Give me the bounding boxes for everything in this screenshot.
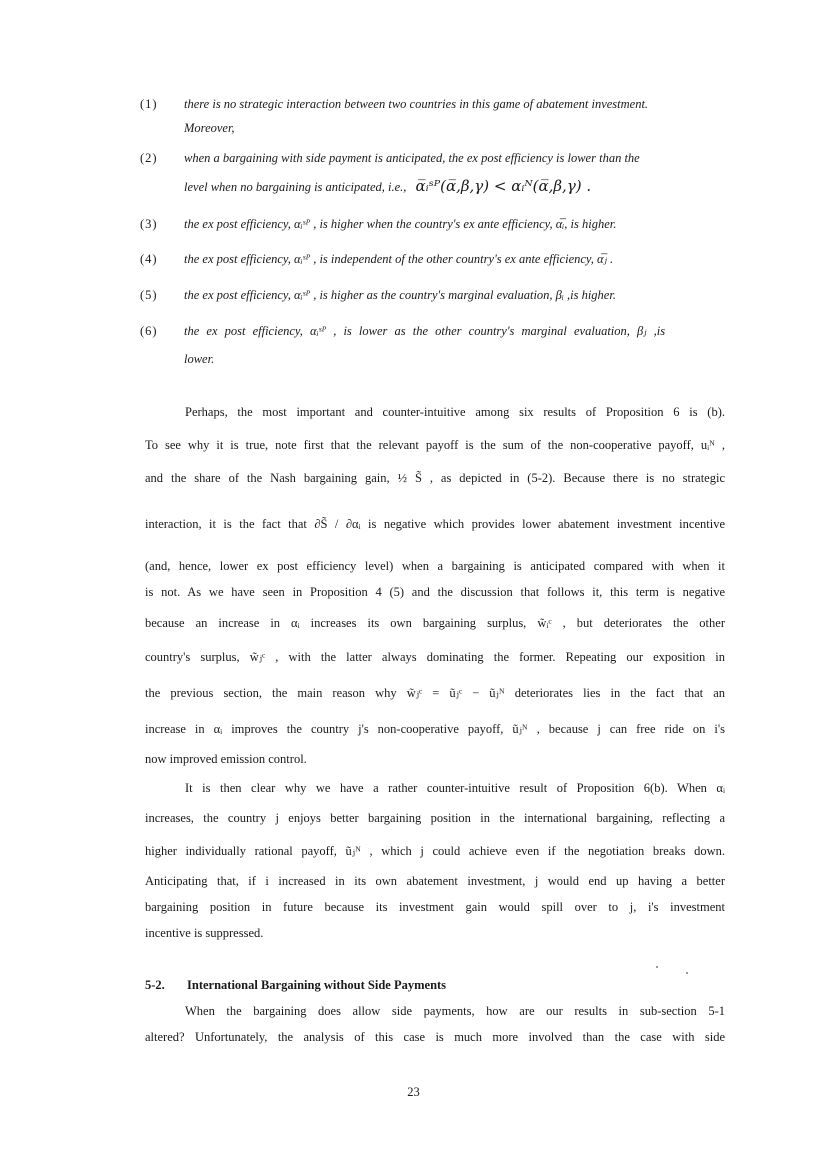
section-heading [145,978,446,993]
paragraph-2-line: Anticipating that, if i increased in its own abatement investment, j would end up having a better [145,874,725,888]
result-number: (3) [140,217,158,231]
scan-speck [656,966,658,968]
inequality-formula: α̅ᵢˢᴾ(α̅,β,γ) < αᵢᴺ(α̅,β,γ) . [415,177,592,195]
result-number: (1) [140,97,158,111]
paragraph-1-line: (and, hence, lower ex post efficiency level) when a bargaining is anticipated compared with when it [145,559,725,573]
paragraph-2-line: It is then clear why we have a rather counter-intuitive result of Proposition 6(b). When αᵢ [185,781,725,795]
result-continuation-text: level when no bargaining is anticipated, i.e., [184,180,407,194]
result-continuation: lower. [184,352,215,366]
paragraph-1-line: interaction, it is the fact that ∂S̃ / ∂αᵢ is negative which provides lower abatement investment incentive [145,517,725,531]
paragraph-3-line: altered? Unfortunately, the analysis of this case is much more involved than the case with side [145,1030,725,1044]
paragraph-2-line: incentive is suppressed. [145,926,264,940]
result-number: (6) [140,324,158,338]
result-continuation: Moreover, [184,121,235,135]
paragraph-1-line: now improved emission control. [145,752,307,766]
result-text: there is no strategic interaction between two countries in this game of abatement investment. [184,97,649,111]
result-number: (2) [140,151,158,165]
paragraph-1-line: increase in αᵢ improves the country j's non-cooperative payoff, ũⱼᴺ , because j can free ride on i's [145,722,725,736]
paragraph-1-line: country's surplus, w̃ⱼᶜ , with the latter always dominating the former. Repeating our exposition in [145,650,725,664]
result-number: (4) [140,252,158,266]
paragraph-1-line: the previous section, the main reason why w̃ⱼᶜ = ũⱼᶜ − ũⱼᴺ deteriorates lies in the fact that an [145,686,725,700]
scan-speck [686,972,688,974]
section-title: International Bargaining without Side Payments [187,978,447,992]
paragraph-2-line: higher individually rational payoff, ũⱼᴺ , which j could achieve even if the negotiation breaks down. [145,844,725,858]
result-text: when a bargaining with side payment is anticipated, the ex post efficiency is lower than the [184,151,640,165]
page-number: 23 [407,1085,420,1099]
paragraph-2-line: increases, the country j enjoys better bargaining position in the international bargaining, reflecting a [145,811,725,825]
result-text: the ex post efficiency, αᵢˢᴾ , is lower as the other country's marginal evaluation, βⱼ ,is [184,324,666,338]
section-number: 5-2. [145,978,165,992]
result-text: the ex post efficiency, αᵢˢᴾ , is higher as the country's marginal evaluation, βᵢ ,is higher. [184,288,616,302]
paragraph-1-line: is not. As we have seen in Proposition 4 (5) and the discussion that follows it, this term is negative [145,585,725,599]
result-text: the ex post efficiency, αᵢˢᴾ , is higher when the country's ex ante efficiency, α̅ᵢ, is higher. [184,217,617,231]
paragraph-1-line: and the share of the Nash bargaining gain, ½ S̃ , as depicted in (5-2). Because there is no strategic [145,471,725,485]
paragraph-1-line: because an increase in αᵢ increases its own bargaining surplus, w̃ᵢᶜ , but deteriorates the other [145,616,725,630]
paragraph-2-line: bargaining position in future because its investment gain would spill over to j, i's investment [145,900,725,914]
result-text: the ex post efficiency, αᵢˢᴾ , is independent of the other country's ex ante efficiency, α̅ⱼ . [184,252,614,266]
paragraph-3-line: When the bargaining does allow side payments, how are our results in sub-section 5-1 [185,1004,725,1018]
paragraph-1-line: Perhaps, the most important and counter-intuitive among six results of Proposition 6 is (b). [185,405,725,419]
paragraph-1-line: To see why it is true, note first that the relevant payoff is the sum of the non-cooperative payoff, uᵢᴺ , [145,438,725,452]
result-continuation [184,178,591,195]
result-number: (5) [140,288,158,302]
